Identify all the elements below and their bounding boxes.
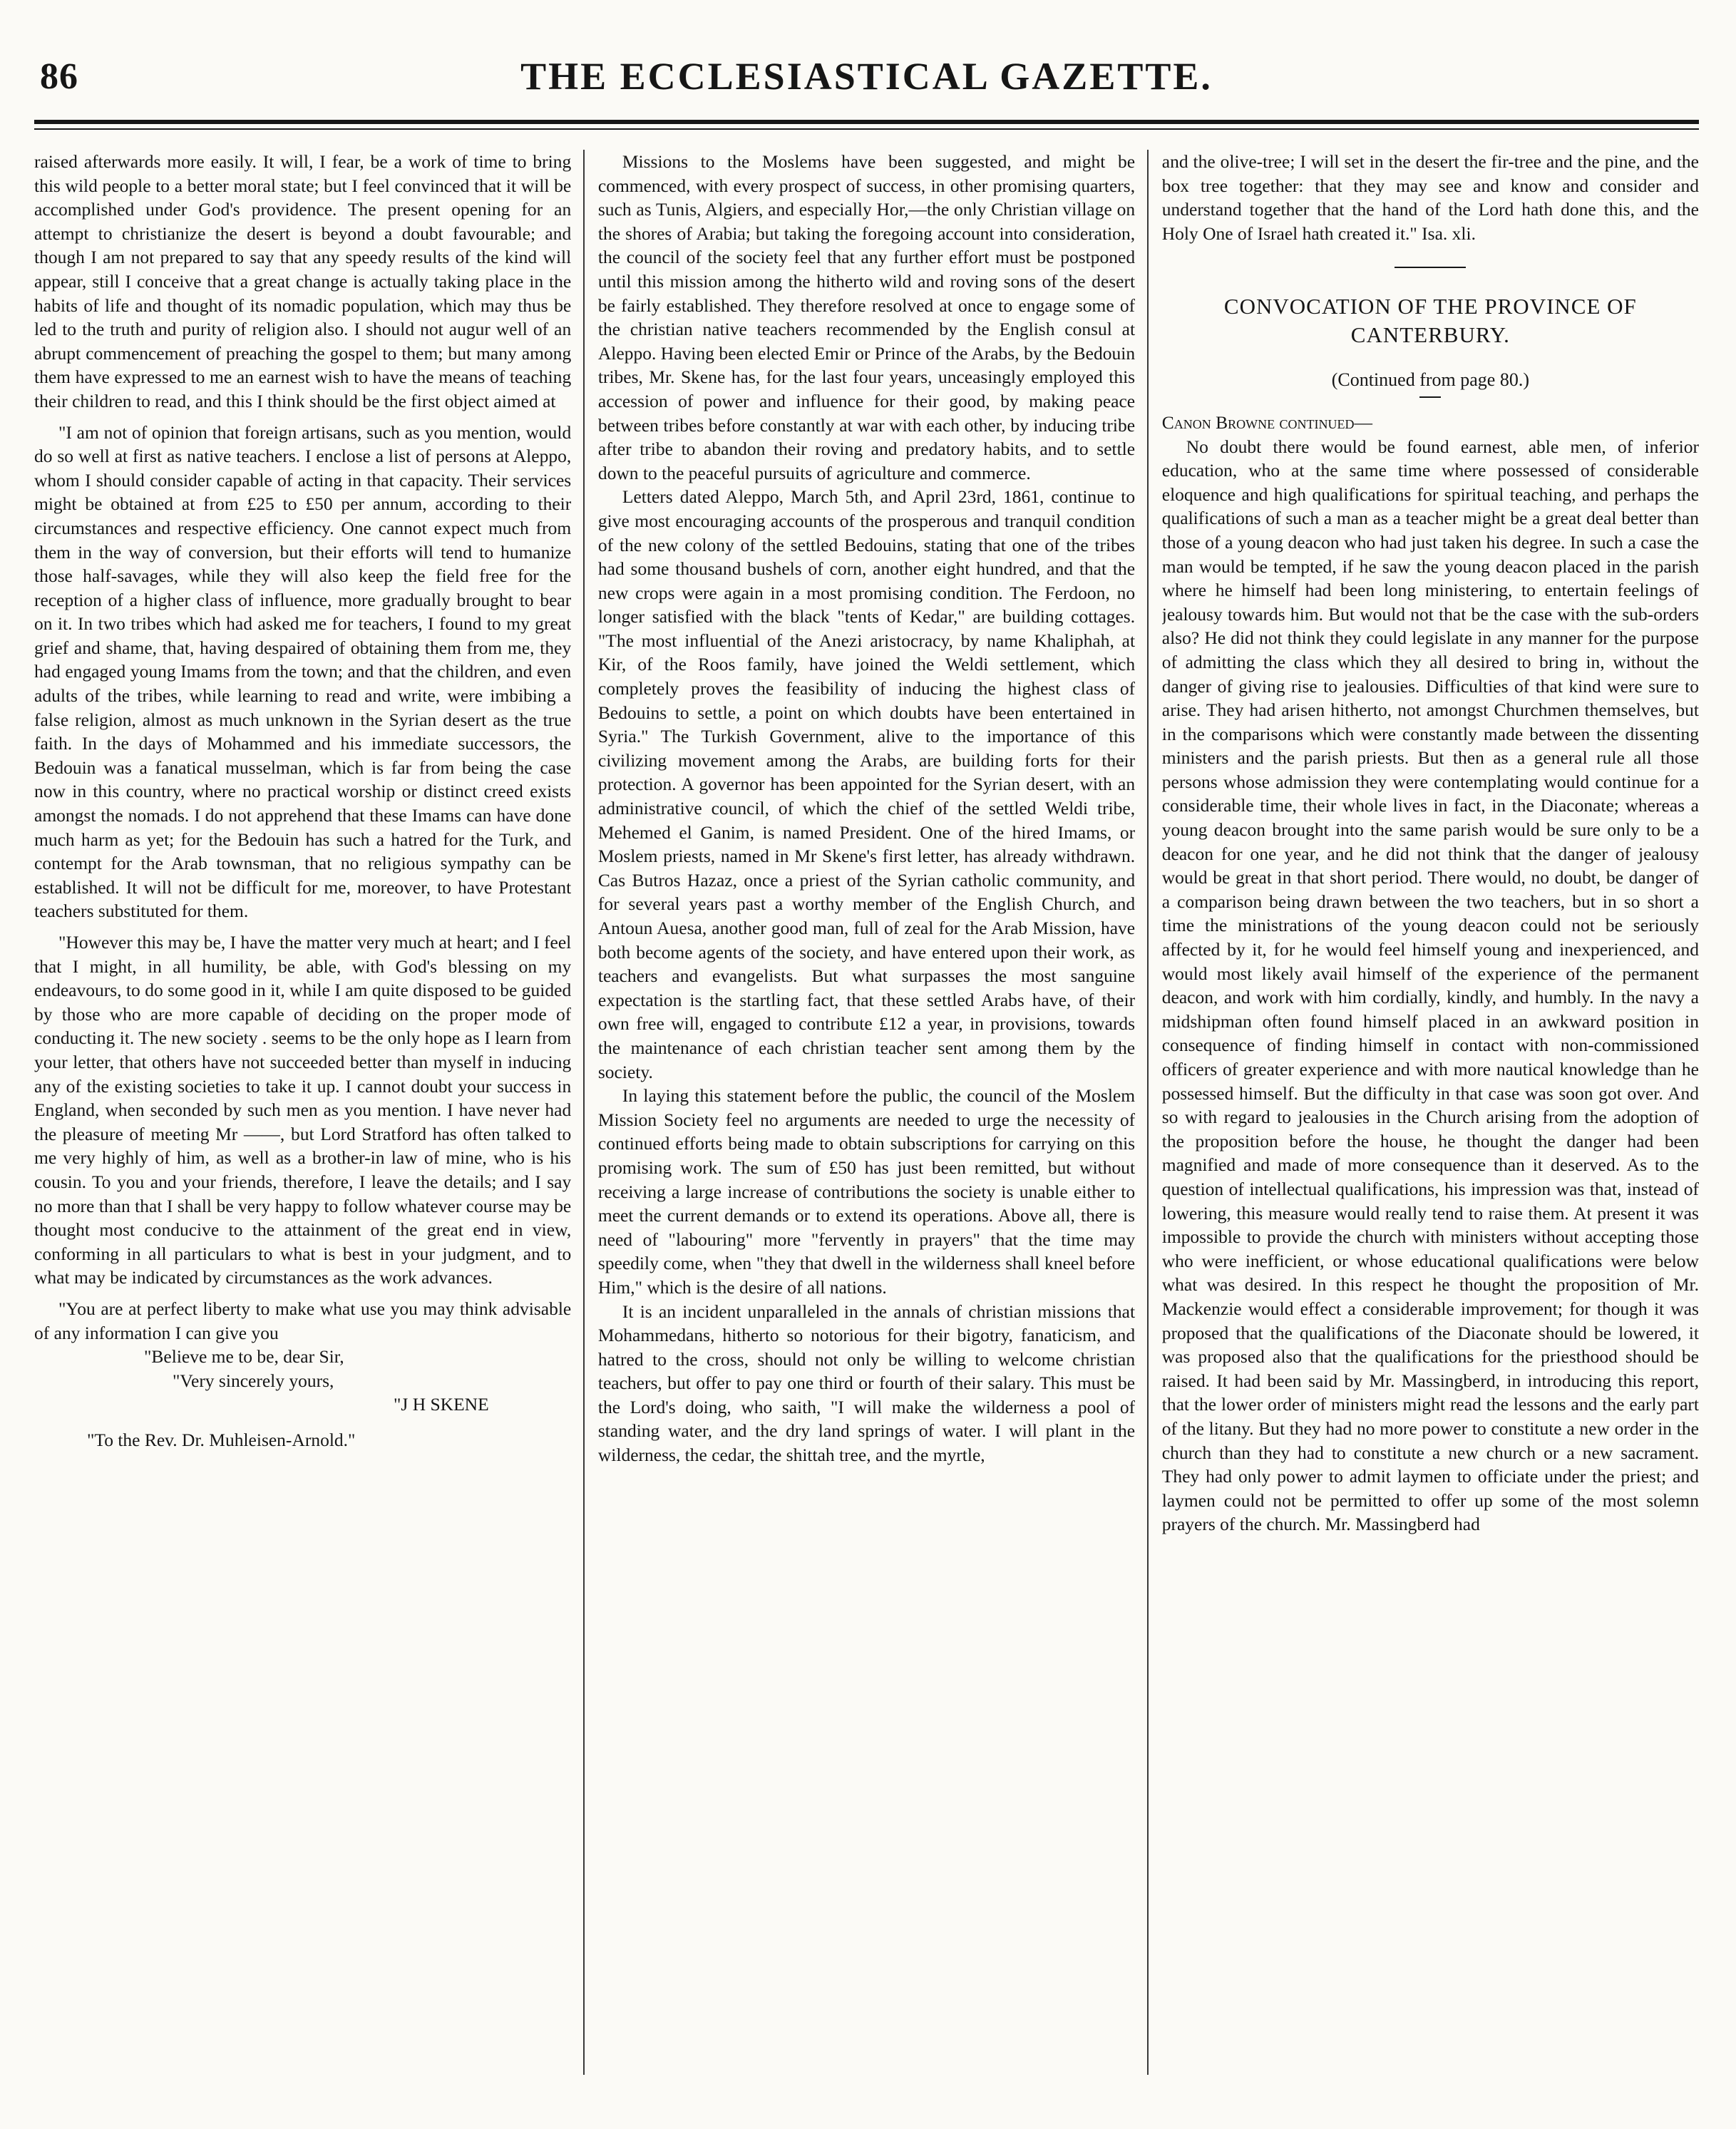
col2-paragraph-1: Missions to the Moslems have been suggested, and might be commenced, with every prospect of success, in other promising quarters, such as Tunis, Algiers, and especially Hor,—the only Christian village on the shores of Arabia; but taking the foregoing account into consideration, the council of the society feel that any further effort must be postponed until this mission among the hitherto wild and roving sons of the desert be fairly established. They therefore resolved at once to engage some of the christian native teachers recommended by the English consul at Aleppo. Having been elected Emir or Prince of the Arabs, by the Bedouin tribes, Mr. Skene has, for the last four years, unceasingly employed this accession of power and influence for their good, by making peace between tribes before constantly at war with each other, by inducing tribe after tribe to abandon their roving and predatory habits, and to settle down to the peaceful pursuits of agriculture and commerce. [597,151,1136,483]
column-1 [34,150,571,2075]
col3-paragraph-1: No doubt there would be found earnest, able men, of inferior education, who at the same time where possessed of considerable eloquence and high qualifications for spiritual teaching, and perhaps the qualifications of such a man as a teacher might be a great deal better than those of a young deacon who had just taken his degree. In such a case the man would be tempted, if he saw the young deacon placed in the parish where he himself had been long ministering, to entertain feelings of jealousy towards him. But would not that be the case with the sub-orders also? He did not think they could legislate in any manner for the purpose of admitting the class which they all desired to bring in, without the danger of giving rise to jealousies. Difficulties of that kind were sure to arise. They had arisen hitherto, not amongst Churchmen themselves, but in the comparisons which were constantly made between the dissenting ministers and the parish priests. But then as a general rule all those persons whose admission they were contemplating would continue for a considerable time, their whole lives in fact, in the Diaconate; whereas a young deacon brought into the same parish would be sure only to be a deacon for one year, and he did not think that the danger of jealousy would be great in that short period. There would, no doubt, be danger of a comparison being drawn between the two teachers, but in so short a time the ministrations of the young deacon could not be seriously affected by it, for he would feel himself young and inexperienced, and would most likely avail himself of the experience of the permanent deacon, and work with him cordially, kindly, and humbly. In the navy a midshipman often found himself placed in an awkward position in consequence of finding himself in contact with non-commissioned officers of greater experience and with more nautical knowledge than he possessed himself. But the difficulty in that case was soon got over. And so with regard to jealousies in the Church arising from the adoption of the proposition before the house, he thought the danger had been magnified and made of more consequence than it deserved. As to the question of intellectual qualifications, his impression was that, instead of lowering, this measure would really tend to raise them. At present it was impossible to provide the church with ministers without accepting those who were inefficient, or whose educational qualifications were below what was desired. In this respect he thought the proposition of Mr. Mackenzie would effect a considerable improvement; for though it was proposed that the qualifications of the Diaconate should be lowered, it was proposed also that the qualifications for the priesthood should be raised. It had been said by Mr. Massingberd, in introducing this report, that the lower order of ministers might read the lessons and the early part of the litany. But they had no more power to constitute a new order in the church than they had to constitute a new church or a new sacrament. They had only power to admit laymen to officiate under the priest; and laymen could not be permitted to offer up some of the most solemn prayers of the church. Mr. Massingberd had [1161,436,1699,1535]
letter-valediction: "Very sincerely yours, [173,1370,334,1391]
col2-paragraph-3: In laying this statement before the public, the council of the Moslem Mission Society feel no arguments are needed to urge the necessity of continued efforts being made to obtain subscriptions for carrying on this promising work. The sum of £50 has just been remitted, but without receiving a large increase of contributions the society is unable either to meet the current demands or to extend its operations. Above all, there is need of "labouring" more "fervently in prayers" that the time may speedily come, when "they that dwell in the wilderness shall kneel before Him," which is the desire of all nations. [597,1085,1136,1298]
column-divider-2 [1135,150,1162,2075]
column-2 [598,150,1135,2075]
masthead [34,51,1699,114]
speaker-line: Canon Browne continued— [1161,411,1372,433]
page-number: 86 [40,56,78,97]
header-rule-thin [34,128,1699,130]
col1-paragraph-1: raised afterwards more easily. It will, I fear, be a work of time to bring this wild people to a better moral state; but I feel convinced that it will be accomplished under God's providence. The present opening for an attempt to christianize the desert is beyond a doubt favourable; and though I am not prepared to say that any speedy results of the kind will appear, still I conceive that a great change is actually taking place in the habits of life and thought of its nomadic population, which may thus be led to the truth and purity of religion also. I should not augur well of an abrupt commencement of preaching the gospel to them; but many among them have expressed to me an earnest wish to have the means of teaching their children to read, and this I think should be the first object aimed at [34,151,572,411]
col1-paragraph-4: "You are at perfect liberty to make what use you may think advisable of any information I can give you [34,1298,572,1343]
continued-note: (Continued from page 80.) [1331,369,1529,391]
continued-rule [1419,396,1441,398]
section-title: CONVOCATION OF THE PROVINCE OF CANTERBURY. [1223,294,1637,348]
letter-closing: "Believe me to be, dear Sir, [144,1346,344,1368]
section-separator [1395,267,1466,268]
col2-paragraph-2: Letters dated Aleppo, March 5th, and April 23rd, 1861, continue to give most encouraging accounts of the prosperous and tranquil condition of the new colony of the settled Bedouins, stating that one of the tribes had some thousand bushels of corn, another eight hundred, and that the new crops were again in a most promising condition. The Ferdoon, no longer satisfied with the black "tents of Kedar," are building cottages. "The most influential of the Anezi aristocracy, by name Khaliphah, at Kir, of the Roos family, have joined the Weldi settlement, which completely proves the feasibility of inducing the highest class of Bedouins to settle, a point on which doubts have been entertained in Syria." The Turkish Government, alive to the importance of this civilizing movement among the Arabs, are building forts for their protection. A governor has been appointed for the Syrian desert, with an administrative council, of which the chief of the settled Weldi tribe, Mehemed el Ganim, is named President. One of the hired Imams, or Moslem priests, named in Mr Skene's first letter, has already withdrawn. Cas Butros Hazaz, once a priest of the Syrian catholic community, and for several years past a worthy member of the English Church, and Antoun Auesa, another good man, full of zeal for the Arab Mission, have both become agents of the society, and have entered upon their work, as teachers and evangelists. But what surpasses the most sanguine expectation is the startling fact, that these settled Arabs have, of their own free will, engaged to contribute £12 a year, in provisions, towards the maintenance of each christian teacher sent among them by the society. [597,486,1136,1082]
col2-paragraph-4: It is an incident unparalleled in the annals of christian missions that Mohammedans, hitherto so notorious for their bigotry, fanaticism, and hatred to the cross, should not only be willing to welcome christian teachers, but offer to pay one third or fourth of their salary. This must be the Lord's doing, who saith, "I will make the wilderness a pool of standing water, and the dry land springs of water. I will plant in the wilderness, the cedar, the shittah tree, and the myrtle, [597,1301,1136,1466]
running-title: THE ECCLESIASTICAL GAZETTE. [520,55,1213,98]
column-3 [1162,150,1699,2075]
letter-signature: "J H SKENE [394,1394,489,1415]
columns [34,150,1699,2075]
column-divider-1 [571,150,598,2075]
col1-paragraph-3: "However this may be, I have the matter very much at heart; and I feel that I might, in all humility, be able, with God's blessing on my endeavours, to do some good in it, while I am quite disposed to be guided by those who are more capable of deciding on the proper mode of conducting it. The new society . seems to be the only hope as I learn from your letter, that others have not succeeded better than myself in inducing any of the existing societies to take it up. I cannot doubt your success in England, when seconded by such men as you mention. I have never had the pleasure of meeting Mr ——, but Lord Stratford has often talked to me very highly of him, as well as a brother-in law of mine, who is his cousin. To you and your friends, therefore, I leave the details; and I say no more than that I shall be very happy to follow whatever course may be thought most conducive to the attainment of the great end in view, conforming in all particulars to what is best in your judgment, and to what may be indicated by circumstances as the work advances. [34,932,572,1288]
scripture-quote-end: and the olive-tree; I will set in the desert the fir-tree and the pine, and the box tree together: that they may see and know and consider and understand together that the hand of the Lord hath done this, and the Holy One of Israel hath created it." Isa. xli. [1161,151,1699,244]
header-rule-thick [34,120,1699,124]
col1-paragraph-2: "I am not of opinion that foreign artisans, such as you mention, would do so well at first as native teachers. I enclose a list of persons at Aleppo, whom I should consider capable of acting in that capacity. Their services might be obtained at from £25 to £50 per annum, according to their circumstances and respective efficiency. One cannot expect much from them in the way of conversion, but their efforts will tend to humanize those half-savages, while they will also keep the field free for the reception of a higher class of influence, more gradually brought to bear on it. In two tribes which had asked me for teachers, I found to my great grief and shame, that, having despaired of obtaining them from me, they had engaged young Imams from the town; and that the children, and even adults of the tribes, while learning to read and write, were imbibing a false religion, almost as much unknown in the Syrian desert as the true faith. In the days of Mohammed and his immediate successors, the Bedouin was a fanatical musselman, which is far from being the case now in this country, where no practical worship or distinct creed exists amongst the nomads. I do not apprehend that these Imams can have done much harm as yet; for the Bedouin has such a hatred for the Turk, and contempt for the Arab townsman, that no religious sympathy can be established. It will not be difficult for me, moreover, to have Protestant teachers substituted for them. [34,421,572,922]
letter-addressee: "To the Rev. Dr. Muhleisen-Arnold." [87,1429,356,1450]
